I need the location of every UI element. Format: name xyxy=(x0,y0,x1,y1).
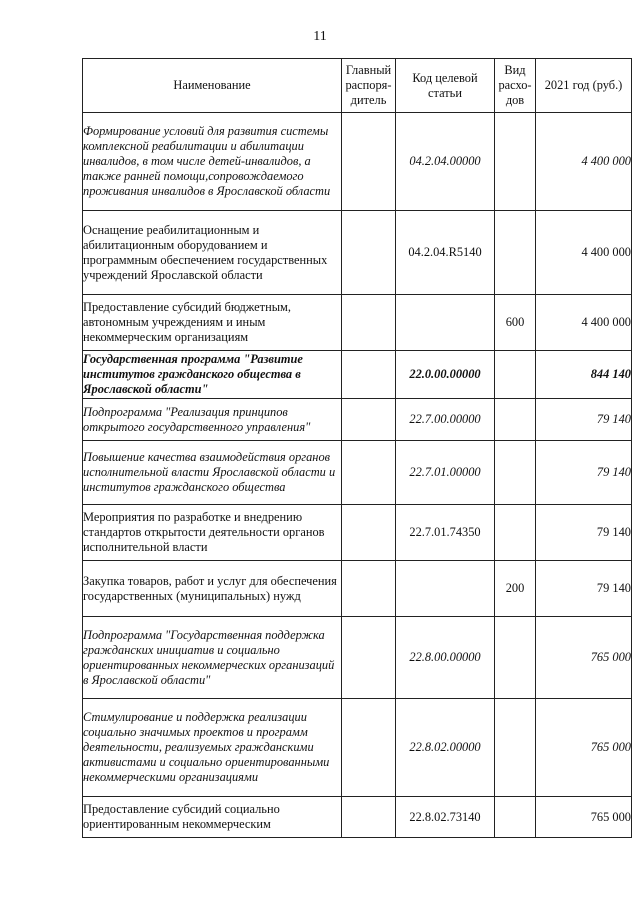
row-target-code-cell xyxy=(396,295,495,351)
row-main-manager-cell xyxy=(342,699,396,797)
row-name-cell: Оснащение реабилитационным и абилитационным оборудованием и программным обеспечением государственных учреждений Ярославской области xyxy=(83,211,342,295)
row-amount-cell: 4 400 000 xyxy=(536,295,632,351)
table-row xyxy=(83,505,632,561)
row-expense-type-cell: 600 xyxy=(495,295,536,351)
row-name-cell: Стимулирование и поддержка реализации социально значимых проектов и программ деятельности, реализуемых гражданскими активистами и социально ориентированными некоммерческими организациями xyxy=(83,699,342,797)
row-name-cell: Подпрограмма "Государственная поддержка гражданских инициатив и социально ориентированных некоммерческих организаций в Ярославской области" xyxy=(83,617,342,699)
table-row xyxy=(83,399,632,441)
row-name-cell: Подпрограмма "Реализация принципов открытого государственного управления" xyxy=(83,399,342,441)
row-target-code-cell: 04.2.04.00000 xyxy=(396,113,495,211)
row-target-code-cell: 22.7.01.74350 xyxy=(396,505,495,561)
row-amount-cell: 765 000 xyxy=(536,617,632,699)
row-amount-cell: 765 000 xyxy=(536,797,632,838)
row-main-manager-cell xyxy=(342,561,396,617)
row-amount-cell: 79 140 xyxy=(536,441,632,505)
row-main-manager-cell xyxy=(342,113,396,211)
table-row xyxy=(83,441,632,505)
row-target-code-cell: 22.0.00.00000 xyxy=(396,351,495,399)
row-target-code-cell: 22.8.02.00000 xyxy=(396,699,495,797)
row-target-code-cell: 22.7.01.00000 xyxy=(396,441,495,505)
row-name-cell: Предоставление субсидий социально ориентированным некоммерческим xyxy=(83,797,342,838)
row-expense-type-cell xyxy=(495,211,536,295)
column-header-expense-type: Вид расхо- дов xyxy=(495,59,536,113)
row-expense-type-cell xyxy=(495,617,536,699)
row-main-manager-cell xyxy=(342,617,396,699)
row-amount-cell: 79 140 xyxy=(536,561,632,617)
row-amount-cell: 4 400 000 xyxy=(536,211,632,295)
column-header-main-manager: Главный распоря- дитель xyxy=(342,59,396,113)
column-header-year-amount: 2021 год (руб.) xyxy=(536,59,632,113)
table-row xyxy=(83,617,632,699)
row-main-manager-cell xyxy=(342,505,396,561)
row-main-manager-cell xyxy=(342,211,396,295)
table-row xyxy=(83,561,632,617)
row-name-cell: Формирование условий для развития системы комплексной реабилитации и абилитации инвалидов, в том числе детей-инвалидов, а также ранней помощи,сопровождаемого проживания инвалидов в Ярославской области xyxy=(83,113,342,211)
row-main-manager-cell xyxy=(342,399,396,441)
row-amount-cell: 4 400 000 xyxy=(536,113,632,211)
table-row xyxy=(83,351,632,399)
row-target-code-cell: 22.7.00.00000 xyxy=(396,399,495,441)
column-header-name: Наименование xyxy=(83,59,342,113)
row-expense-type-cell xyxy=(495,351,536,399)
row-name-cell: Закупка товаров, работ и услуг для обеспечения государственных (муниципальных) нужд xyxy=(83,561,342,617)
row-expense-type-cell xyxy=(495,399,536,441)
row-expense-type-cell xyxy=(495,699,536,797)
row-main-manager-cell xyxy=(342,441,396,505)
table-row xyxy=(83,295,632,351)
row-expense-type-cell xyxy=(495,441,536,505)
table-header-row xyxy=(83,59,632,113)
row-expense-type-cell xyxy=(495,113,536,211)
row-amount-cell: 844 140 xyxy=(536,351,632,399)
row-target-code-cell: 22.8.02.73140 xyxy=(396,797,495,838)
page-number: 11 xyxy=(313,29,327,44)
row-main-manager-cell xyxy=(342,295,396,351)
row-main-manager-cell xyxy=(342,797,396,838)
row-target-code-cell: 22.8.00.00000 xyxy=(396,617,495,699)
table-row xyxy=(83,699,632,797)
row-amount-cell: 765 000 xyxy=(536,699,632,797)
row-name-cell: Повышение качества взаимодействия органов исполнительной власти Ярославской области и институтов гражданского общества xyxy=(83,441,342,505)
row-target-code-cell: 04.2.04.R5140 xyxy=(396,211,495,295)
row-target-code-cell xyxy=(396,561,495,617)
row-name-cell: Государственная программа "Развитие институтов гражданского общества в Ярославской области" xyxy=(83,351,342,399)
row-amount-cell: 79 140 xyxy=(536,399,632,441)
row-expense-type-cell xyxy=(495,797,536,838)
row-main-manager-cell xyxy=(342,351,396,399)
budget-table xyxy=(82,58,632,838)
row-name-cell: Мероприятия по разработке и внедрению стандартов открытости деятельности органов исполнительной власти xyxy=(83,505,342,561)
row-expense-type-cell xyxy=(495,505,536,561)
row-amount-cell: 79 140 xyxy=(536,505,632,561)
row-expense-type-cell: 200 xyxy=(495,561,536,617)
table-row xyxy=(83,113,632,211)
table-row xyxy=(83,797,632,838)
column-header-target-code: Код целевой статьи xyxy=(396,59,495,113)
row-name-cell: Предоставление субсидий бюджетным, автономным учреждениям и иным некоммерческим организациям xyxy=(83,295,342,351)
table-row xyxy=(83,211,632,295)
